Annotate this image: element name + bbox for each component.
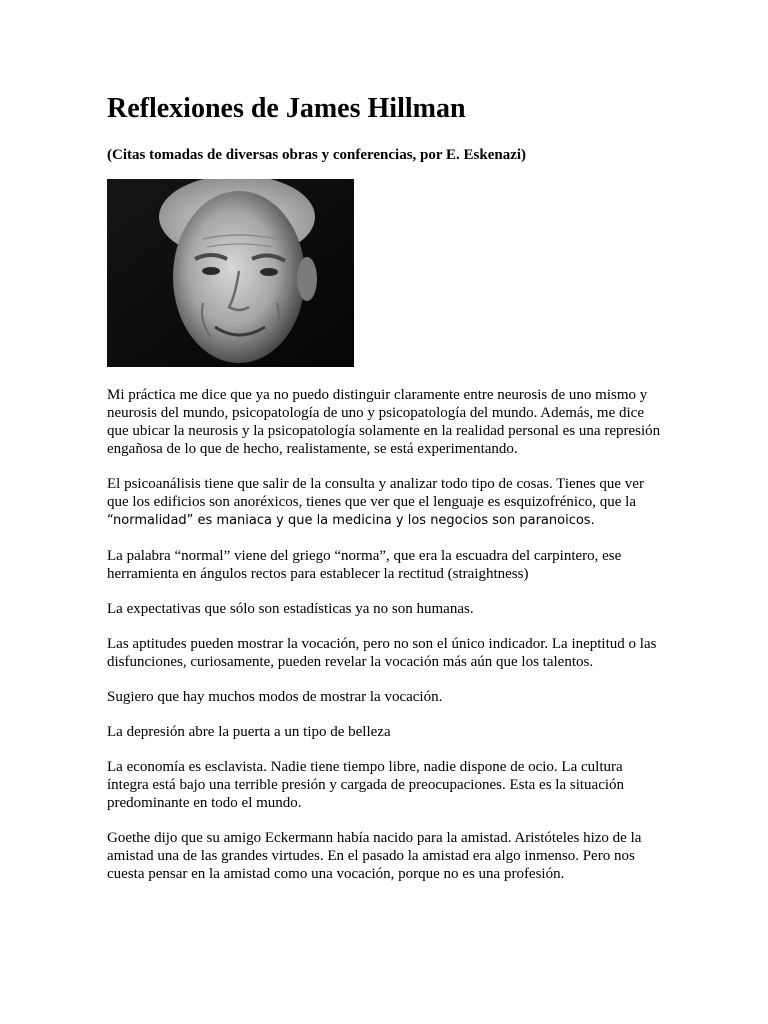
paragraph-2-text: El psicoanálisis tiene que salir de la consulta y analizar todo tipo de cosas. Tienes que ver que los edificios son anoréxicos, tienes que ver que el lenguaje es esquizofrénico, que la <box>107 476 644 510</box>
paragraph-3: La palabra “normal” viene del griego “norma”, que era la escuadra del carpintero, ese herramienta en ángulos rectos para establecer la rectitud (straightness) <box>107 548 622 582</box>
paragraph-9: Goethe dijo que su amigo Eckermann había nacido para la amistad. Aristóteles hizo de la amistad una de las grandes virtudes. En el pasado la amistad era algo inmenso. Pero nos cuesta pensar en la amistad como una vocación, porque no es una profesión. <box>107 830 642 882</box>
paragraph-5: Las aptitudes pueden mostrar la vocación, pero no son el único indicador. La ineptitud o las disfunciones, curiosamente, pueden revelar la vocación más aún que los talentos. <box>107 636 657 670</box>
paragraph-4: La expectativas que sólo son estadísticas ya no son humanas. <box>107 601 474 617</box>
paragraph-2-tail: “normalidad” es maniaca y que la medicina y los negocios son paranoicos. <box>107 513 595 528</box>
paragraph-7: La depresión abre la puerta a un tipo de belleza <box>107 724 391 740</box>
document-page <box>107 92 667 900</box>
document-body <box>107 386 667 883</box>
paragraph-8: La economía es esclavista. Nadie tiene tiempo libre, nadie dispone de ocio. La cultura íntegra está bajo una terrible presión y cargada de preocupaciones. Esta es la situación predominante en todo el mundo. <box>107 759 625 811</box>
document-title: Reflexiones de James Hillman <box>107 93 466 124</box>
document-subtitle: (Citas tomadas de diversas obras y conferencias, por E. Eskenazi) <box>107 147 527 163</box>
paragraph-2 <box>107 475 667 530</box>
portrait-photo <box>107 179 354 367</box>
paragraph-6: Sugiero que hay muchos modos de mostrar la vocación. <box>107 689 443 705</box>
paragraph-1: Mi práctica me dice que ya no puedo distinguir claramente entre neurosis de uno mismo y neurosis del mundo, psicopatología de uno y psicopatología del mundo. Además, me dice que ubicar la neurosis y la psicopatología solamente en la realidad personal es una represión engañosa de lo que de hecho, realistamente, se está experimentando. <box>107 387 661 457</box>
